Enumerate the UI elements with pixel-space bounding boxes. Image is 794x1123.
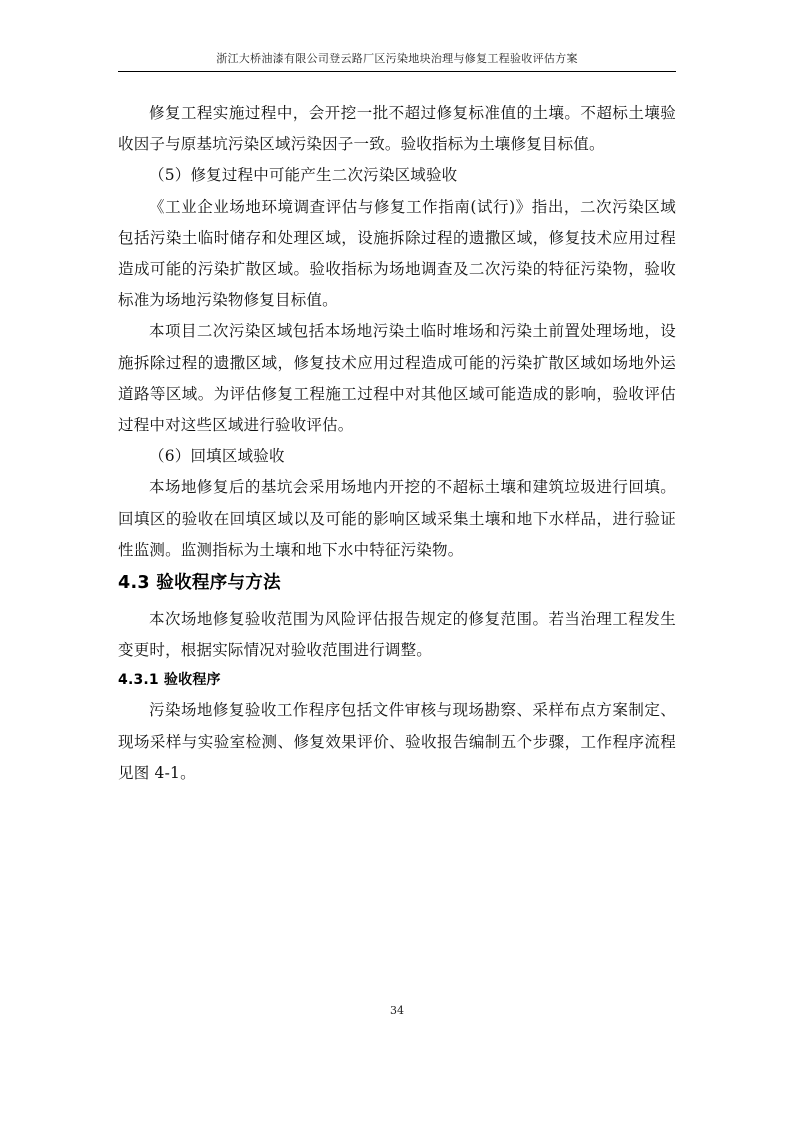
paragraph: 本次场地修复验收范围为风险评估报告规定的修复范围。若当治理工程发生变更时，根据实际情况对验收范围进行调整。: [118, 610, 676, 660]
header-divider: [118, 71, 676, 72]
paragraph: 污染场地修复验收工作程序包括文件审核与现场勘察、采样布点方案制定、现场采样与实验室检测、修复效果评价、验收报告编制五个步骤，工作程序流程见图 4-1。: [118, 701, 676, 782]
subsection-item-6: （6）回填区域验收: [149, 447, 285, 466]
section-heading-4-3-1: 4.3.1 验收程序: [118, 672, 221, 689]
document-body: [118, 98, 676, 789]
paragraph: 修复工程实施过程中，会开挖一批不超过修复标准值的土壤。不超标土壤验收因子与原基坑污染区域污染因子一致。验收指标为土壤修复目标值。: [118, 104, 676, 154]
subsection-item-5: （5）修复过程中可能产生二次污染区域验收: [149, 166, 458, 185]
page-header: 浙江大桥油漆有限公司登云路厂区污染地块治理与修复工程验收评估方案: [216, 52, 578, 65]
page-number: 34: [390, 1004, 404, 1017]
paragraph: 《工业企业场地环境调查评估与修复工作指南(试行)》指出，二次污染区域包括污染土临时储存和处理区域，设施拆除过程的遗撒区域，修复技术应用过程造成可能的污染扩散区域。验收指标为场地调查及二次污染的特征污染物，验收标准为场地污染物修复目标值。: [118, 197, 676, 310]
section-heading-4-3: 4.3 验收程序与方法: [118, 573, 281, 594]
paragraph: 本场地修复后的基坑会采用场地内开挖的不超标土壤和建筑垃圾进行回填。回填区的验收在回填区域以及可能的影响区域采集土壤和地下水样品，进行验证性监测。监测指标为土壤和地下水中特征污染物。: [118, 478, 676, 559]
paragraph: 本项目二次污染区域包括本场地污染土临时堆场和污染土前置处理场地，设施拆除过程的遗撒区域，修复技术应用过程造成可能的污染扩散区域如场地外运道路等区域。为评估修复工程施工过程中对其他区域可能造成的影响，验收评估过程中对这些区域进行验收评估。: [118, 322, 676, 435]
